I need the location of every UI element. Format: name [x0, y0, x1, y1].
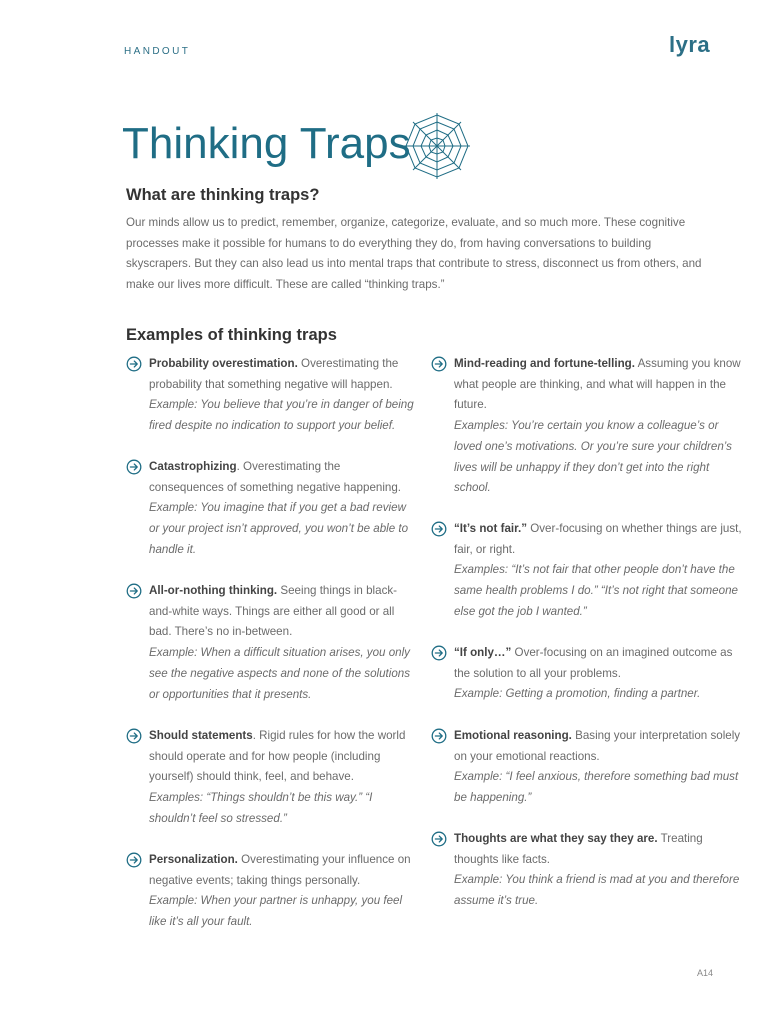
trap-term: Mind-reading and fortune-telling.: [454, 357, 635, 370]
arrow-circle-icon: [126, 356, 142, 372]
trap-term: “If only…”: [454, 646, 512, 659]
trap-example: Examples: “Things shouldn’t be this way.” “I shouldn’t feel so stressed.”: [149, 791, 373, 825]
trap-item: [431, 643, 742, 705]
trap-term: “It’s not fair.”: [454, 522, 528, 535]
trap-term: All-or-nothing thinking.: [149, 584, 278, 597]
trap-term: Emotional reasoning.: [454, 729, 572, 742]
page-number: A14: [697, 968, 714, 978]
arrow-circle-icon: [431, 728, 447, 744]
trap-example: Example: Getting a promotion, finding a partner.: [454, 687, 701, 701]
page-title: Thinking Traps: [122, 119, 411, 168]
trap-description: Basing your interpretation solely on your emotional reactions.: [454, 729, 741, 763]
trap-item: [431, 726, 742, 809]
arrow-circle-icon: [126, 728, 142, 744]
trap-example: Examples: “It’s not fair that other people don’t have the same health problems I do.” “It’s not right that someone else got the job I wanted.”: [454, 563, 738, 618]
trap-term: Catastrophizing: [149, 460, 237, 473]
trap-description: . Rigid rules for how the world should operate and for how people (including yourself) should think, feel, and behave.: [149, 729, 406, 784]
trap-item: [431, 519, 742, 623]
trap-item: [126, 726, 417, 830]
arrow-circle-icon: [431, 521, 447, 537]
trap-description: Overestimating the probability that something negative will happen.: [149, 357, 399, 391]
trap-item: [126, 850, 417, 933]
arrow-circle-icon: [126, 459, 142, 475]
trap-example: Example: When a difficult situation arises, you only see the negative aspects and none of the solutions or opportunities that it presents.: [149, 646, 411, 701]
trap-item: [431, 354, 742, 499]
spider-web-icon: [402, 110, 472, 182]
trap-term: Should statements: [149, 729, 253, 742]
lyra-logo: lyra: [669, 32, 711, 57]
trap-item: [431, 829, 742, 912]
arrow-circle-icon: [431, 645, 447, 661]
trap-description: Assuming you know what people are thinking, and what will happen in the future.: [454, 357, 741, 412]
intro-paragraph: Our minds allow us to predict, remember, organize, categorize, evaluate, and so much more. These cognitive processes make it possible for humans to do everything they do, from having conversations to building skyscrapers. But they can also lead us into mental traps that contribute to stress, disconnect us from others, and make our lives more difficult. These are called “thinking traps.”: [126, 216, 702, 291]
trap-item: [126, 457, 417, 561]
trap-item: [126, 354, 417, 437]
trap-item: [126, 581, 417, 705]
trap-example: Example: When your partner is unhappy, you feel like it’s all your fault.: [149, 894, 403, 929]
trap-description: Treating thoughts like facts.: [454, 832, 703, 866]
arrow-circle-icon: [126, 852, 142, 868]
trap-term: Probability overestimation.: [149, 357, 298, 370]
trap-example: Example: You think a friend is mad at you and therefore assume it’s true.: [454, 873, 740, 908]
trap-description: Over-focusing on an imagined outcome as the solution to all your problems.: [454, 646, 733, 680]
arrow-circle-icon: [431, 831, 447, 847]
trap-description: Seeing things in black-and-white ways. Things are either all good or all bad. There’s no in-between.: [149, 584, 398, 639]
intro-heading: What are thinking traps?: [126, 186, 320, 204]
trap-description: . Overestimating the consequences of something negative happening.: [149, 460, 402, 494]
arrow-circle-icon: [126, 583, 142, 599]
trap-description: Over-focusing on whether things are just, fair, or right.: [454, 522, 742, 556]
trap-example: Example: You imagine that if you get a bad review or your project isn’t approved, you won’t be able to handle it.: [149, 501, 409, 556]
trap-description: Overestimating your influence on negative events; taking things personally.: [149, 853, 411, 887]
arrow-circle-icon: [431, 356, 447, 372]
handout-label: HANDOUT: [124, 46, 191, 57]
trap-example: Examples: You’re certain you know a colleague’s or loved one’s motivations. Or you’re sure your children’s lives will be unhappy if they don’t get into the right school.: [454, 419, 732, 495]
trap-term: Personalization.: [149, 853, 238, 866]
trap-example: Example: “I feel anxious, therefore something bad must be happening.”: [454, 770, 739, 805]
trap-term: Thoughts are what they say they are.: [454, 832, 658, 845]
trap-example: Example: You believe that you’re in danger of being fired despite no indication to support your belief.: [149, 398, 414, 433]
examples-heading: Examples of thinking traps: [126, 326, 337, 344]
